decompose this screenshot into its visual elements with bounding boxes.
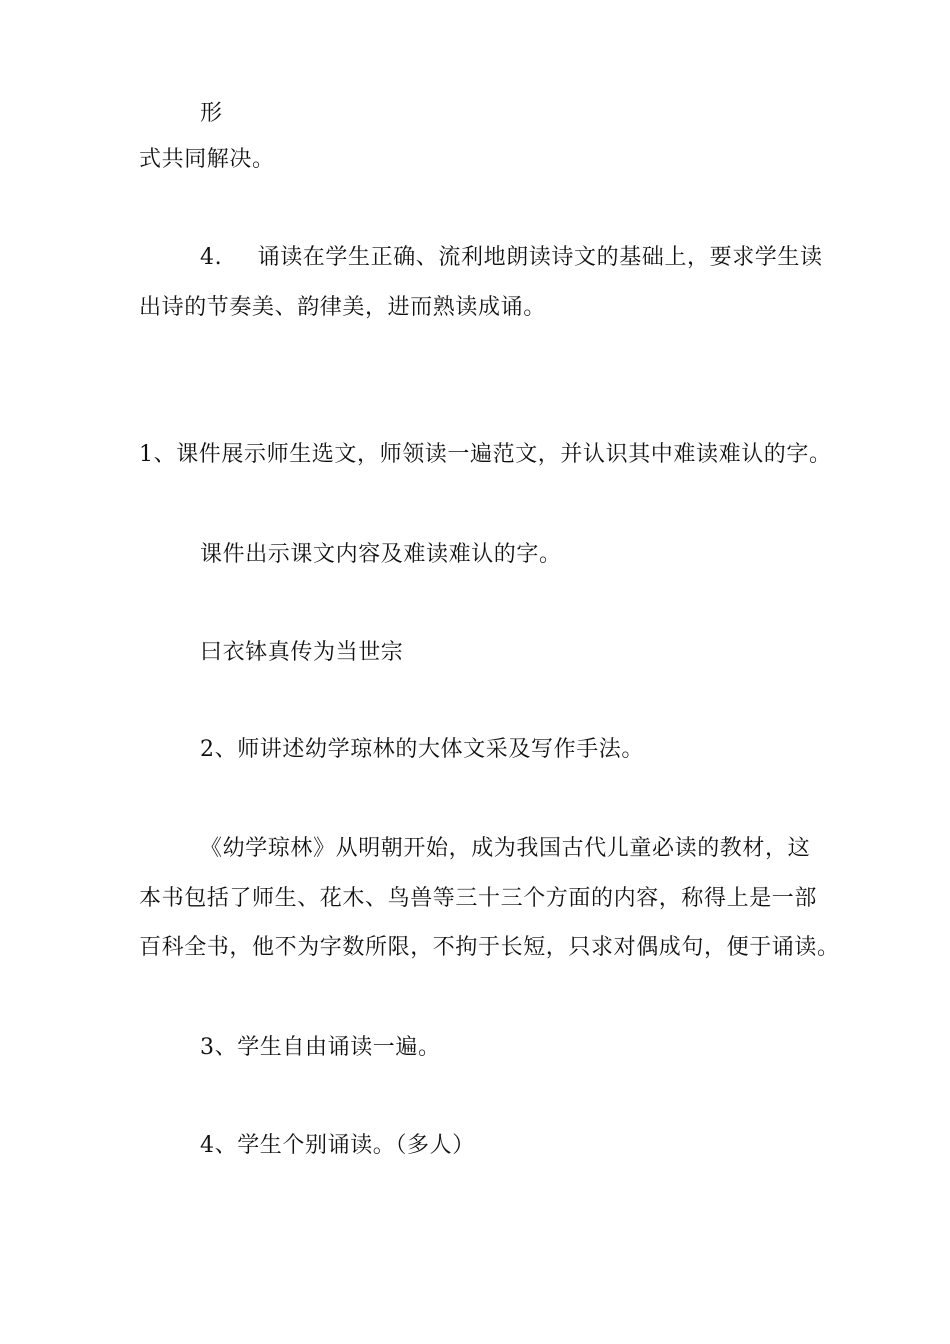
- numbered-paragraph-line: [200, 243, 823, 273]
- text-line: 诵读在学生正确、流利地朗读诗文的基础上，要求学生读: [257, 245, 823, 270]
- text-line: 式共同解决。: [139, 147, 275, 172]
- text-line: 形: [200, 101, 223, 126]
- text-line: 2、师讲述幼学琼林的大体文采及写作手法。: [200, 737, 644, 762]
- text-line: 出诗的节奏美、韵律美，进而熟读成诵。: [139, 295, 546, 320]
- text-line: 百科全书，他不为字数所限，不拘于长短，只求对偶成句，便于诵读。: [139, 935, 840, 960]
- text-line: 课件出示课文内容及难读难认的字。: [200, 542, 562, 567]
- list-number: 4.: [200, 245, 223, 270]
- text-line: 曰衣钵真传为当世宗: [200, 640, 404, 665]
- text-line: 本书包括了师生、花木、鸟兽等三十三个方面的内容，称得上是一部: [139, 886, 818, 911]
- text-line: 《幼学琼林》从明朝开始，成为我国古代儿童必读的教材，这: [200, 836, 811, 861]
- text-line: 1、课件展示师生选文，师领读一遍范文，并认识其中难读难认的字。: [139, 442, 832, 467]
- text-line: 4、学生个别诵读。（多人）: [200, 1133, 475, 1158]
- text-line: 3、学生自由诵读一遍。: [200, 1035, 441, 1060]
